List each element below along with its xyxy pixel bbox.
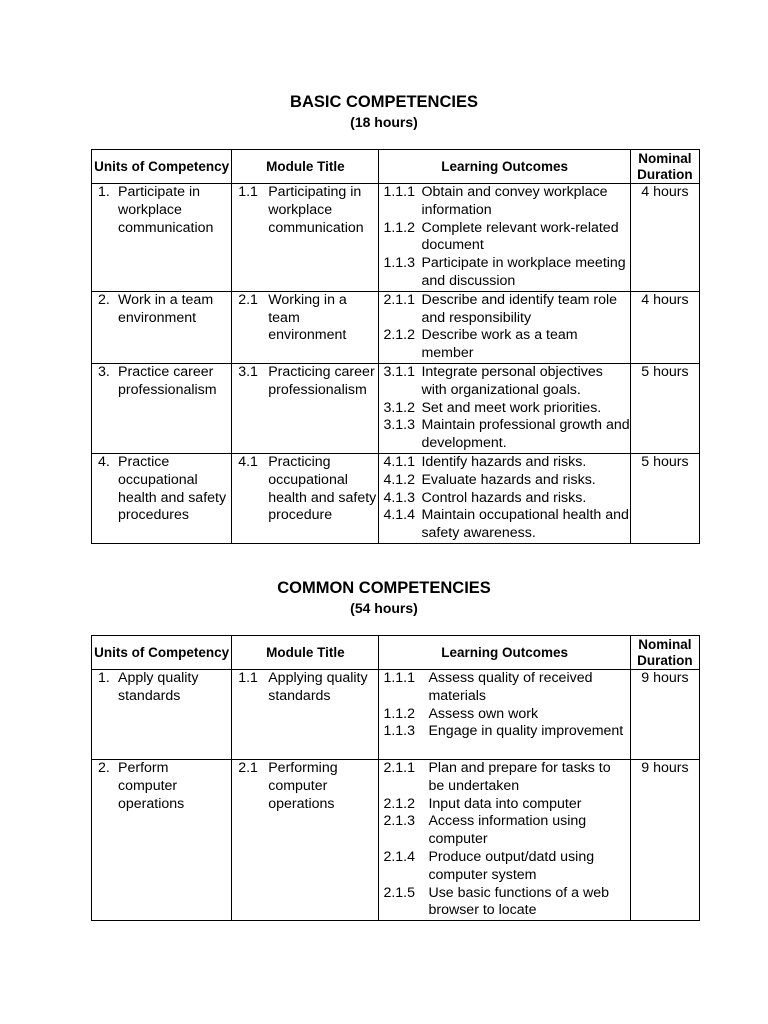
outcome-text: Engage in quality improvement [428, 723, 624, 740]
module-name: Working in a team environment [268, 291, 347, 344]
unit-cell [92, 453, 232, 543]
module-number: 3.1 [238, 363, 258, 380]
outcomes-cell [379, 291, 630, 363]
header-units: Units of Competency [92, 150, 232, 184]
header-outcomes: Learning Outcomes [379, 150, 630, 184]
outcome-text: Access information using computer [428, 813, 587, 848]
outcome-number: 2.1.2 [383, 795, 416, 812]
outcome-number: 1.1.1 [383, 184, 416, 200]
outcome-text: Complete relevant work-related document [421, 219, 619, 254]
outcome-text: Assess quality of received materials [428, 670, 593, 704]
list-item [379, 813, 629, 849]
unit-number: 1. [98, 184, 110, 200]
header-duration: Nominal Duration [630, 636, 699, 670]
outcomes-cell [379, 363, 630, 453]
table-header-row [92, 636, 700, 670]
unit-cell [92, 363, 232, 453]
unit-number: 2. [98, 760, 110, 776]
outcome-text: Obtain and convey workplace information [421, 184, 608, 218]
unit-name: Work in a team environment [118, 291, 214, 326]
module-name: Participating in workplace communication [268, 184, 364, 236]
module-cell [232, 760, 379, 921]
module-name: Practicing career professionalism [268, 363, 375, 398]
outcome-text: Describe work as a team member [421, 327, 578, 362]
list-item [379, 760, 629, 796]
outcome-number: 1.1.1 [383, 670, 416, 686]
list-item [379, 490, 629, 508]
outcome-text: Set and meet work priorities. [421, 399, 602, 416]
unit-cell [92, 291, 232, 363]
outcome-text: Participate in workplace meeting and discussion [421, 255, 626, 289]
outcomes-cell [379, 670, 630, 760]
list-item [379, 184, 629, 220]
duration-cell: 5 hours [630, 363, 699, 453]
unit-name: Apply quality standards [118, 670, 199, 704]
module-number: 2.1 [238, 291, 258, 308]
list-item [379, 849, 629, 885]
table-row [92, 363, 700, 453]
outcomes-cell [379, 453, 630, 543]
module-number: 1.1 [238, 184, 258, 200]
list-item [379, 400, 629, 418]
list-item [379, 292, 629, 328]
list-item [379, 796, 629, 814]
unit-number: 2. [98, 291, 110, 308]
module-name: Applying quality standards [268, 670, 368, 704]
outcome-text: Evaluate hazards and risks. [421, 471, 596, 488]
outcome-text: Integrate personal objectives with organizational goals. [421, 363, 603, 398]
duration-cell: 9 hours [630, 670, 699, 760]
unit-number: 3. [98, 363, 110, 380]
outcome-text: Control hazards and risks. [421, 489, 587, 506]
outcome-number: 4.1.4 [383, 507, 416, 524]
unit-name: Practice career professionalism [118, 363, 217, 398]
outcome-number: 3.1.3 [383, 417, 416, 434]
outcome-text: Maintain professional growth and development. [421, 417, 630, 452]
list-item [379, 472, 629, 490]
outcome-text: Input data into computer [428, 795, 582, 812]
duration-cell: 9 hours [630, 760, 699, 921]
outcome-text: Identify hazards and risks. [421, 453, 587, 470]
outcome-number: 4.1.2 [383, 471, 416, 488]
outcome-number: 4.1.3 [383, 489, 416, 506]
list-item [379, 255, 629, 291]
list-item [379, 885, 629, 921]
list-item [379, 220, 629, 256]
table-header-row [92, 150, 700, 184]
module-cell [232, 184, 379, 292]
outcome-number: 4.1.1 [383, 453, 416, 470]
table-row [92, 670, 700, 760]
common-section-hours: (54 hours) [350, 600, 418, 616]
unit-number: 4. [98, 453, 110, 470]
outcome-number: 1.1.3 [383, 723, 416, 740]
duration-cell: 5 hours [630, 453, 699, 543]
outcome-text: Assess own work [428, 705, 539, 722]
list-item [379, 454, 629, 472]
duration-cell: 4 hours [630, 291, 699, 363]
outcome-text: Use basic functions of a web browser to locate [428, 884, 610, 919]
outcome-text: Maintain occupational health and safety awareness. [421, 507, 629, 542]
list-item [379, 670, 629, 706]
outcome-number: 3.1.1 [383, 363, 416, 380]
header-duration: Nominal Duration [630, 150, 699, 184]
header-module: Module Title [232, 636, 379, 670]
unit-number: 1. [98, 670, 110, 686]
list-item [379, 417, 629, 453]
unit-cell [92, 670, 232, 760]
outcome-number: 2.1.1 [383, 291, 416, 308]
unit-cell [92, 760, 232, 921]
module-number: 4.1 [238, 453, 258, 470]
basic-section-hours: (18 hours) [350, 114, 418, 130]
table-row [92, 453, 700, 543]
module-number: 1.1 [238, 670, 258, 686]
outcomes-cell [379, 760, 630, 921]
outcome-number: 1.1.2 [383, 219, 416, 236]
outcome-number: 3.1.2 [383, 399, 416, 416]
basic-competencies-table [91, 149, 700, 544]
module-cell [232, 291, 379, 363]
outcomes-cell [379, 184, 630, 292]
outcome-text: Describe and identify team role and responsibility [421, 291, 618, 326]
list-item [379, 507, 629, 543]
outcome-text: Plan and prepare for tasks to be undertaken [428, 760, 611, 794]
outcome-number: 2.1.4 [383, 848, 416, 865]
unit-cell [92, 184, 232, 292]
unit-name: Participate in workplace communication [118, 184, 214, 236]
unit-name: Practice occupational health and safety procedures [118, 453, 227, 524]
list-item [379, 327, 629, 363]
outcome-number: 2.1.5 [383, 884, 416, 901]
module-cell [232, 670, 379, 760]
unit-name: Perform computer operations [118, 760, 185, 812]
list-item [379, 706, 629, 724]
header-outcomes: Learning Outcomes [379, 636, 630, 670]
table-row [92, 760, 700, 921]
outcome-number: 2.1.2 [383, 327, 416, 344]
table-row [92, 291, 700, 363]
duration-cell: 4 hours [630, 184, 699, 292]
list-item [379, 364, 629, 400]
module-cell [232, 453, 379, 543]
outcome-number: 1.1.3 [383, 255, 416, 272]
outcome-text: Produce output/datd using computer system [428, 848, 595, 883]
header-module: Module Title [232, 150, 379, 184]
outcome-number: 2.1.1 [383, 760, 416, 776]
header-units: Units of Competency [92, 636, 232, 670]
module-name: Practicing occupational health and safety procedure [268, 453, 377, 524]
module-number: 2.1 [238, 760, 258, 776]
module-name: Performing computer operations [268, 760, 338, 812]
table-row [92, 184, 700, 292]
basic-section-title: BASIC COMPETENCIES [290, 93, 478, 111]
common-competencies-table [91, 635, 700, 921]
outcome-number: 1.1.2 [383, 705, 416, 722]
common-section-title: COMMON COMPETENCIES [277, 579, 491, 597]
list-item [379, 723, 629, 741]
outcome-number: 2.1.3 [383, 813, 416, 830]
module-cell [232, 363, 379, 453]
